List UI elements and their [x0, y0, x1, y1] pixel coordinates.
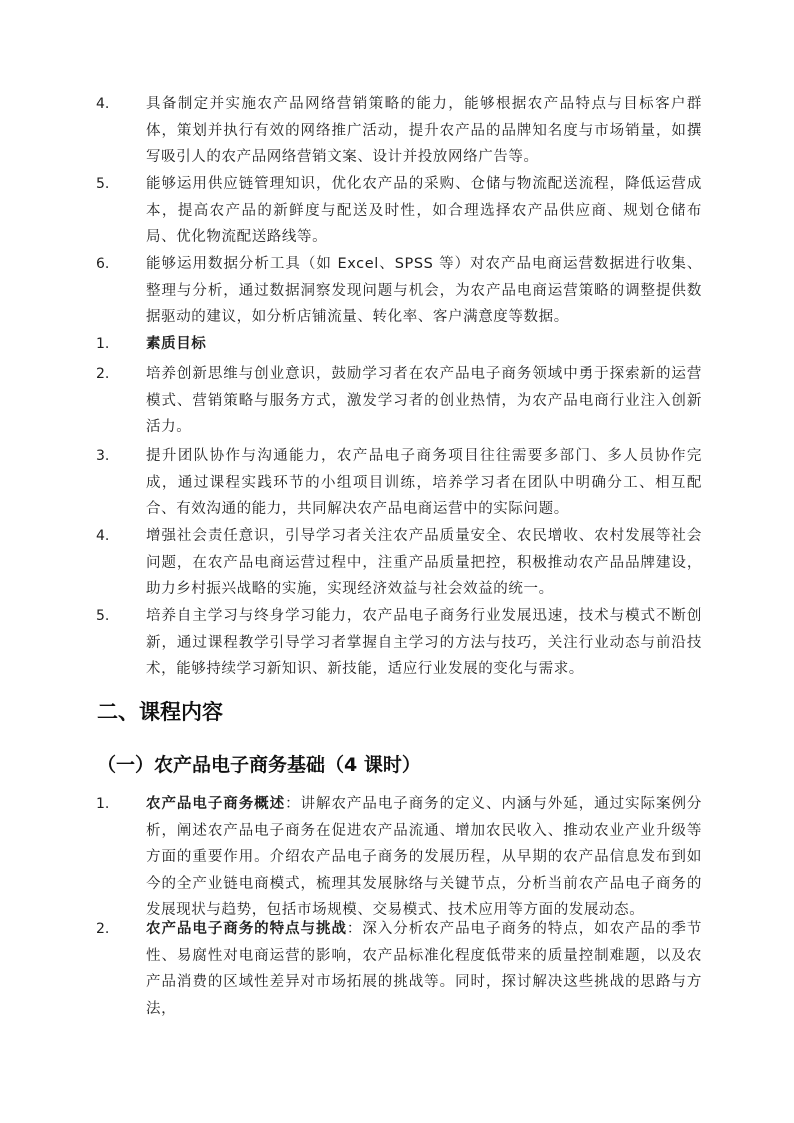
list-text — [146, 791, 702, 924]
quality-goal-list — [0, 331, 794, 683]
course-content-list — [0, 791, 794, 1017]
list-number: 2. — [96, 366, 110, 382]
list-item — [0, 603, 794, 683]
list-number: 1. — [96, 336, 110, 352]
list-text: 提升团队协作与沟通能力，农产品电子商务项目往往需要多部门、多人员协作完成，通过课程实践环节的小组项目训练，培养学习者在团队中明确分工、相互配合、有效沟通的能力，共同解决农产品电商运营中的实际问题。 — [146, 448, 702, 517]
list-item — [0, 523, 794, 603]
list-text: 培养自主学习与终身学习能力，农产品电子商务行业发展迅速，技术与模式不断创新，通过课程教学引导学习者掌握自主学习的方法与技巧，关注行业动态与前沿技术，能够持续学习新知识、新技能，适应行业发展的变化与需求。 — [146, 608, 702, 677]
list-item — [0, 171, 794, 251]
list-number: 5. — [96, 608, 110, 624]
list-item — [0, 331, 794, 361]
list-item — [0, 361, 794, 443]
subsection-heading: （一）农产品电子商务基础（4 课时） — [97, 754, 421, 776]
list-text: 增强社会责任意识，引导学习者关注农产品质量安全、农民增收、农村发展等社会问题，在农产品电商运营过程中，注重产品质量把控，积极推动农产品品牌建设，助力乡村振兴战略的实施，实现经济效益与社会效益的统一。 — [146, 528, 702, 597]
list-number: 2. — [96, 921, 110, 937]
ability-goal-list — [0, 91, 794, 331]
item-body: ：讲解农产品电子商务的定义、内涵与外延，通过实际案例分析，阐述农产品电子商务在促进农产品流通、增加农民收入、推动农业产业升级等方面的重要作用。介绍农产品电子商务的发展历程，从早期的农产品信息发布到如今的全产业链电商模式，梳理其发展脉络与关键节点，分析当前农产品电子商务的发展现状与趋势，包括市场规模、交易模式、技术应用等方面的发展动态。 — [146, 796, 702, 918]
item-body: ：深入分析农产品电子商务的特点，如农产品的季节性、易腐性对电商运营的影响，农产品标准化程度低带来的质量控制难题，以及农产品消费的区域性差异对市场拓展的挑战等。同时，探讨解决这些挑战的思路与方法， — [146, 921, 702, 1017]
list-text: 具备制定并实施农产品网络营销策略的能力，能够根据农产品特点与目标客户群体，策划并执行有效的网络推广活动，提升农产品的品牌知名度与市场销量，如撰写吸引人的农产品网络营销文案、设计并投放网络广告等。 — [146, 96, 702, 165]
list-item — [0, 791, 794, 916]
list-number: 3. — [96, 448, 110, 464]
list-number: 4. — [96, 528, 110, 544]
list-text: 能够运用供应链管理知识，优化农产品的采购、仓储与物流配送流程，降低运营成本，提高农产品的新鲜度与配送及时性，如合理选择农产品供应商、规划仓储布局、优化物流配送路线等。 — [146, 176, 702, 245]
list-number: 6. — [96, 256, 110, 272]
list-item — [0, 916, 794, 1017]
list-number: 4. — [96, 96, 110, 112]
list-text: 能够运用数据分析工具（如 Excel、SPSS 等）对农产品电商运营数据进行收集、整理与分析，通过数据洞察发现问题与机会，为农产品电商运营策略的调整提供数据驱动的建议，如分析店铺流量、转化率、客户满意度等数据。 — [146, 256, 702, 325]
subsection-title: 素质目标 — [146, 336, 207, 352]
section-heading: 二、课程内容 — [97, 700, 223, 724]
list-text — [146, 916, 702, 1022]
list-item — [0, 251, 794, 331]
list-item — [0, 91, 794, 171]
list-item — [0, 443, 794, 523]
list-text: 培养创新思维与创业意识，鼓励学习者在农产品电子商务领域中勇于探索新的运营模式、营销策略与服务方式，激发学习者的创业热情，为农产品电商行业注入创新活力。 — [146, 366, 702, 435]
list-number: 5. — [96, 176, 110, 192]
list-number: 1. — [96, 796, 110, 812]
item-title: 农产品电子商务的特点与挑战 — [146, 921, 347, 937]
item-title: 农产品电子商务概述 — [146, 796, 286, 812]
